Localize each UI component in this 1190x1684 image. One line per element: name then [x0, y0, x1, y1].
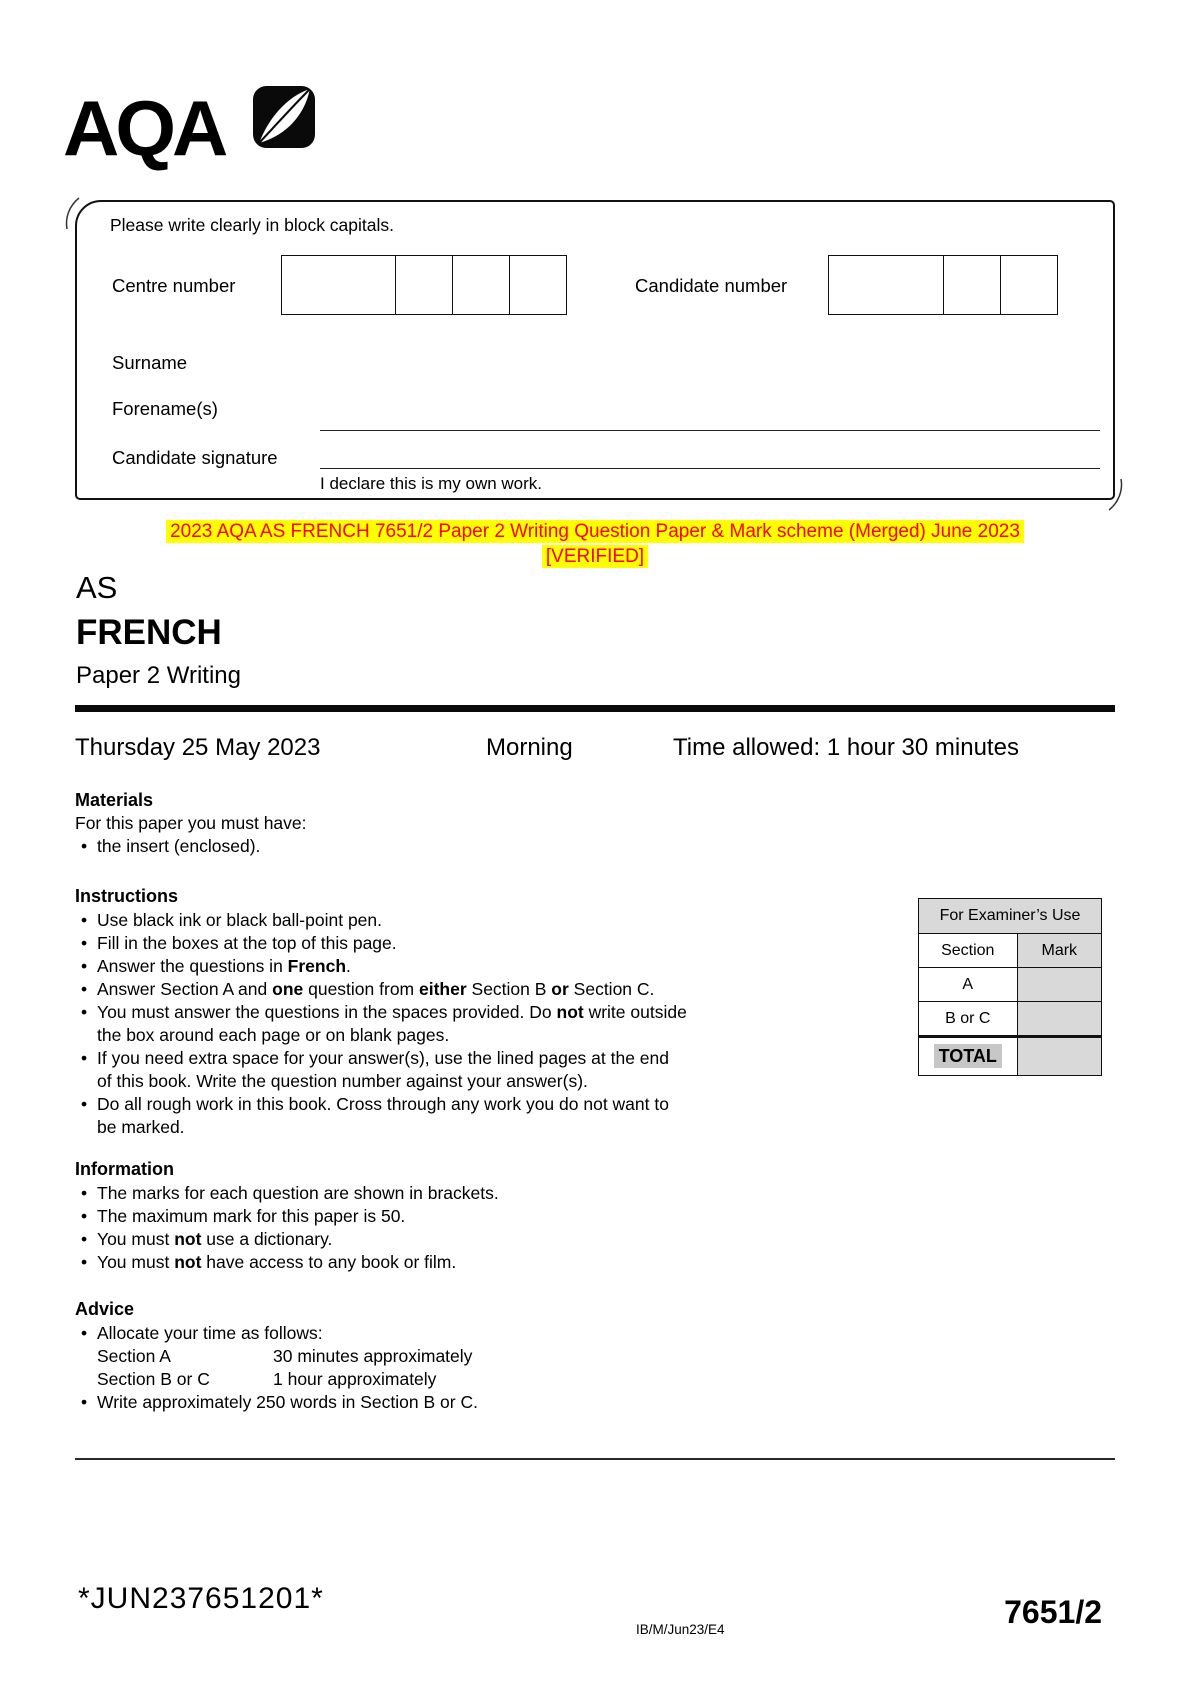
candidate-number-cell[interactable]: [943, 256, 1000, 314]
mark-column-header: Mark: [1017, 934, 1101, 968]
information-heading: Information: [75, 1159, 174, 1179]
bullet-item: • Answer the questions in French.: [75, 955, 780, 978]
aqa-leaf-icon: [253, 86, 315, 148]
centre-number-boxes: [281, 255, 567, 315]
bullet-item: • If you need extra space for your answer(s), use the lined pages at the end of this book. Write the question number against your answer(s).: [75, 1047, 780, 1093]
total-row-label-cell: [919, 1037, 1018, 1076]
examiner-table-title: For Examiner’s Use: [919, 899, 1102, 934]
centre-number-cell[interactable]: [282, 256, 395, 314]
bullet-item: • Use black ink or black ball-point pen.: [75, 909, 780, 932]
bullet-item: • Allocate your time as follows:: [75, 1322, 780, 1345]
bullet-item: • Fill in the boxes at the top of this page.: [75, 932, 780, 955]
centre-number-cell[interactable]: [509, 256, 566, 314]
bullet-item: • the insert (enclosed).: [75, 835, 780, 858]
section-column-header: Section: [919, 934, 1018, 968]
information-list: [75, 1182, 780, 1274]
instructions-list: [75, 909, 780, 1139]
schedule-row: [75, 1368, 780, 1391]
instructions-heading: Instructions: [75, 886, 179, 906]
centre-number-label: Centre number: [112, 275, 236, 296]
materials-section: [75, 789, 780, 858]
surname-label: Surname: [112, 352, 188, 373]
qualification-level: AS: [76, 570, 118, 605]
forenames-label: Forename(s): [112, 398, 218, 419]
advice-list: [75, 1391, 780, 1414]
mark-cell-section-a: [1017, 968, 1101, 1002]
schedule-label: Section A: [97, 1346, 171, 1366]
bullet-item: • The marks for each question are shown in brackets.: [75, 1182, 780, 1205]
barcode-text: *JUN237651201*: [78, 1582, 324, 1615]
schedule-label: Section B or C: [97, 1369, 210, 1389]
block-capitals-note: Please write clearly in block capitals.: [110, 215, 395, 235]
advice-list: [75, 1322, 780, 1345]
mark-cell-section-b-or-c: [1017, 1002, 1101, 1037]
candidate-number-cell[interactable]: [1000, 256, 1057, 314]
total-label: TOTAL: [934, 1044, 1002, 1068]
materials-intro: For this paper you must have:: [75, 813, 307, 833]
paper-code: 7651/2: [1004, 1594, 1102, 1630]
bullet-item: • Answer Section A and one question from either Section B or Section C.: [75, 978, 780, 1001]
declaration-text: I declare this is my own work.: [320, 474, 543, 493]
candidate-number-cell[interactable]: [829, 256, 943, 314]
aqa-logo: [63, 78, 313, 178]
total-mark-cell: [1017, 1037, 1101, 1076]
corner-curl-decoration: [1107, 478, 1125, 512]
bullet-item: • You must not use a dictionary.: [75, 1228, 780, 1251]
materials-heading: Materials: [75, 790, 154, 810]
examiner-use-table: [918, 898, 1102, 1076]
banner-line-2: [VERIFIED]: [542, 545, 648, 568]
banner-line-1: 2023 AQA AS FRENCH 7651/2 Paper 2 Writing Question Paper & Mark scheme (Merged) June 2023: [166, 520, 1024, 543]
centre-number-cell[interactable]: [395, 256, 452, 314]
advice-heading: Advice: [75, 1299, 135, 1319]
exam-session: Morning: [486, 734, 573, 761]
footer-divider-rule: [75, 1458, 1115, 1460]
instructions-section: [75, 885, 780, 1139]
schedule-value: 1 hour approximately: [273, 1369, 437, 1389]
bullet-item: • You must answer the questions in the spaces provided. Do not write outside the box around each page or on blank pages.: [75, 1001, 780, 1047]
title-divider-rule: [75, 705, 1115, 712]
subject-title: FRENCH: [76, 613, 222, 652]
schedule-value: 30 minutes approximately: [273, 1346, 473, 1366]
row-label-section-a: A: [919, 968, 1018, 1002]
bullet-item: • You must not have access to any book or film.: [75, 1251, 780, 1274]
centre-number-cell[interactable]: [452, 256, 509, 314]
signature-label: Candidate signature: [112, 447, 278, 468]
exam-date: Thursday 25 May 2023: [75, 734, 321, 761]
advice-schedule: [75, 1345, 780, 1391]
row-label-section-b-or-c: B or C: [919, 1002, 1018, 1037]
merged-paper-banner: [75, 519, 1115, 569]
candidate-number-boxes: [828, 255, 1058, 315]
candidate-number-label: Candidate number: [635, 275, 788, 296]
information-section: [75, 1158, 780, 1274]
advice-section: [75, 1298, 780, 1414]
materials-list: [75, 835, 780, 858]
bullet-item: • Do all rough work in this book. Cross through any work you do not want to be marked.: [75, 1093, 780, 1139]
candidate-details-box: [75, 200, 1115, 500]
bullet-item: • Write approximately 250 words in Section B or C.: [75, 1391, 780, 1414]
aqa-logo-text: AQA: [63, 84, 225, 172]
corner-curl-decoration: [63, 196, 81, 230]
bullet-item: • The maximum mark for this paper is 50.: [75, 1205, 780, 1228]
paper-title: Paper 2 Writing: [76, 662, 241, 689]
time-allowed: Time allowed: 1 hour 30 minutes: [673, 734, 1019, 761]
signature-write-line[interactable]: [320, 468, 1100, 469]
print-reference: IB/M/Jun23/E4: [636, 1622, 725, 1637]
forenames-write-line[interactable]: [320, 430, 1100, 431]
schedule-row: [75, 1345, 780, 1368]
